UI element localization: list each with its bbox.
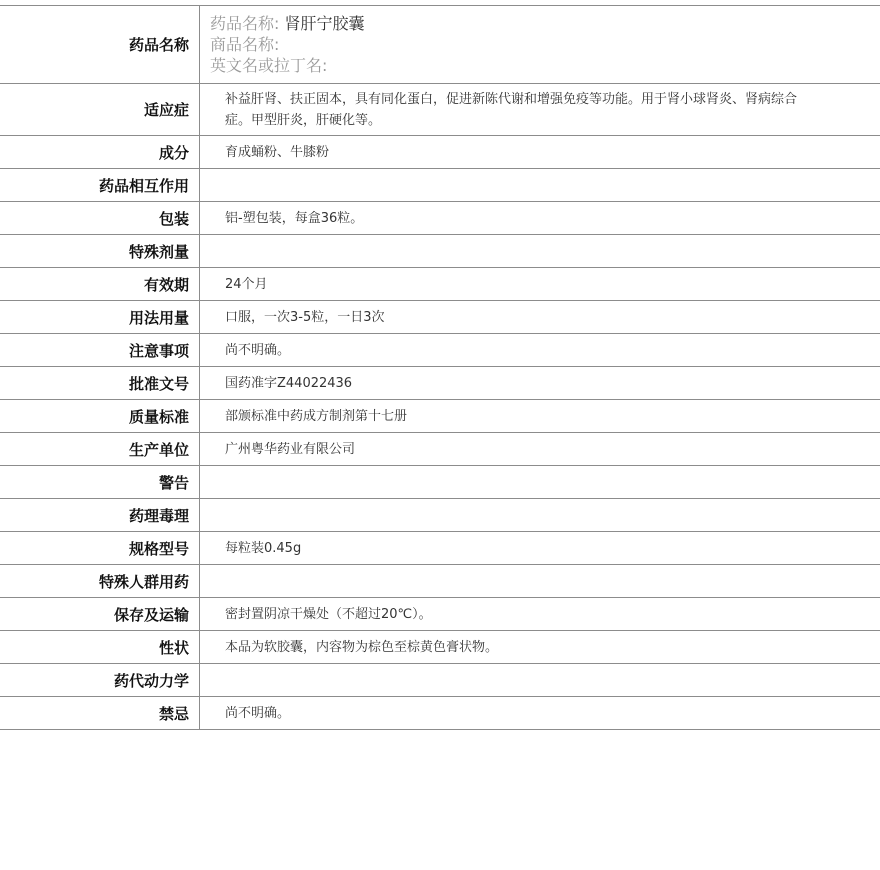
row-label: 用法用量: [0, 301, 200, 333]
drug-name-block: [200, 6, 365, 83]
row-label: 药品相互作用: [0, 169, 200, 201]
row-special-populations: [0, 565, 880, 598]
row-value: 部颁标准中药成方制剂第十七册: [225, 408, 408, 424]
row-pharmacology: [0, 499, 880, 532]
drug-info-table: [0, 5, 880, 730]
row-description: [0, 631, 880, 664]
row-value: 广州粤华药业有限公司: [225, 441, 356, 457]
row-packaging: [0, 202, 880, 235]
generic-name-value: 肾肝宁胶囊: [284, 14, 365, 33]
row-label: 批准文号: [0, 367, 200, 399]
row-contraindications: [0, 697, 880, 730]
english-name-label: 英文名或拉丁名:: [210, 56, 328, 75]
row-label: 包装: [0, 202, 200, 234]
row-value: [200, 235, 880, 267]
trade-name-label: 商品名称:: [210, 35, 280, 54]
generic-name-label: 药品名称:: [210, 14, 280, 33]
row-special-dosage: [0, 235, 880, 268]
row-value: 尚不明确。: [225, 342, 291, 358]
row-label: 药代动力学: [0, 664, 200, 696]
row-storage-transport: [0, 598, 880, 631]
row-quality-standard: [0, 400, 880, 433]
row-label: 性状: [0, 631, 200, 663]
row-interactions: [0, 169, 880, 202]
row-pharmacokinetics: [0, 664, 880, 697]
row-value: 本品为软胶囊，内容物为棕色至棕黄色膏状物。: [225, 639, 499, 655]
row-label: 禁忌: [0, 697, 200, 729]
row-value: 24个月: [225, 276, 268, 292]
row-indication: [0, 84, 880, 136]
row-value: [200, 565, 880, 597]
row-label: 特殊人群用药: [0, 565, 200, 597]
row-value: [200, 84, 880, 135]
row-specification: [0, 532, 880, 565]
row-value: 育成蛹粉、牛膝粉: [225, 144, 330, 160]
row-label: 适应症: [0, 84, 200, 135]
indication-text: 补益肝肾、扶正固本，具有同化蛋白，促进新陈代谢和增强免疫等功能。用于肾小球肾炎、肾病综合症。甲型肝炎，肝硬化等。: [225, 91, 798, 128]
row-ingredients: [0, 136, 880, 169]
trade-name-line: [210, 34, 365, 55]
row-precautions: [0, 334, 880, 367]
row-label: 保存及运输: [0, 598, 200, 630]
row-value: [200, 466, 880, 498]
row-label: 注意事项: [0, 334, 200, 366]
row-label: 成分: [0, 136, 200, 168]
row-label: 特殊剂量: [0, 235, 200, 267]
row-value: [200, 169, 880, 201]
row-label: 规格型号: [0, 532, 200, 564]
row-value: 每粒装0.45g: [225, 540, 302, 556]
row-value: [200, 664, 880, 696]
row-value: 国药准字Z44022436: [225, 375, 353, 391]
row-warning: [0, 466, 880, 499]
generic-name-line: [210, 13, 365, 34]
row-usage-dosage: [0, 301, 880, 334]
row-drug-name: [0, 6, 880, 84]
row-label: 有效期: [0, 268, 200, 300]
row-value: 尚不明确。: [225, 705, 291, 721]
row-label: 警告: [0, 466, 200, 498]
row-value: [200, 499, 880, 531]
row-label: 药品名称: [0, 6, 200, 83]
row-value: 密封置阴凉干燥处（不超过20℃）。: [225, 606, 432, 622]
row-approval-number: [0, 367, 880, 400]
row-manufacturer: [0, 433, 880, 466]
row-value: 口服，一次3-5粒，一日3次: [225, 309, 385, 325]
english-name-line: [210, 55, 365, 76]
row-label: 质量标准: [0, 400, 200, 432]
row-label: 生产单位: [0, 433, 200, 465]
row-value: 铝-塑包装，每盒36粒。: [225, 210, 364, 226]
row-label: 药理毒理: [0, 499, 200, 531]
row-shelf-life: [0, 268, 880, 301]
